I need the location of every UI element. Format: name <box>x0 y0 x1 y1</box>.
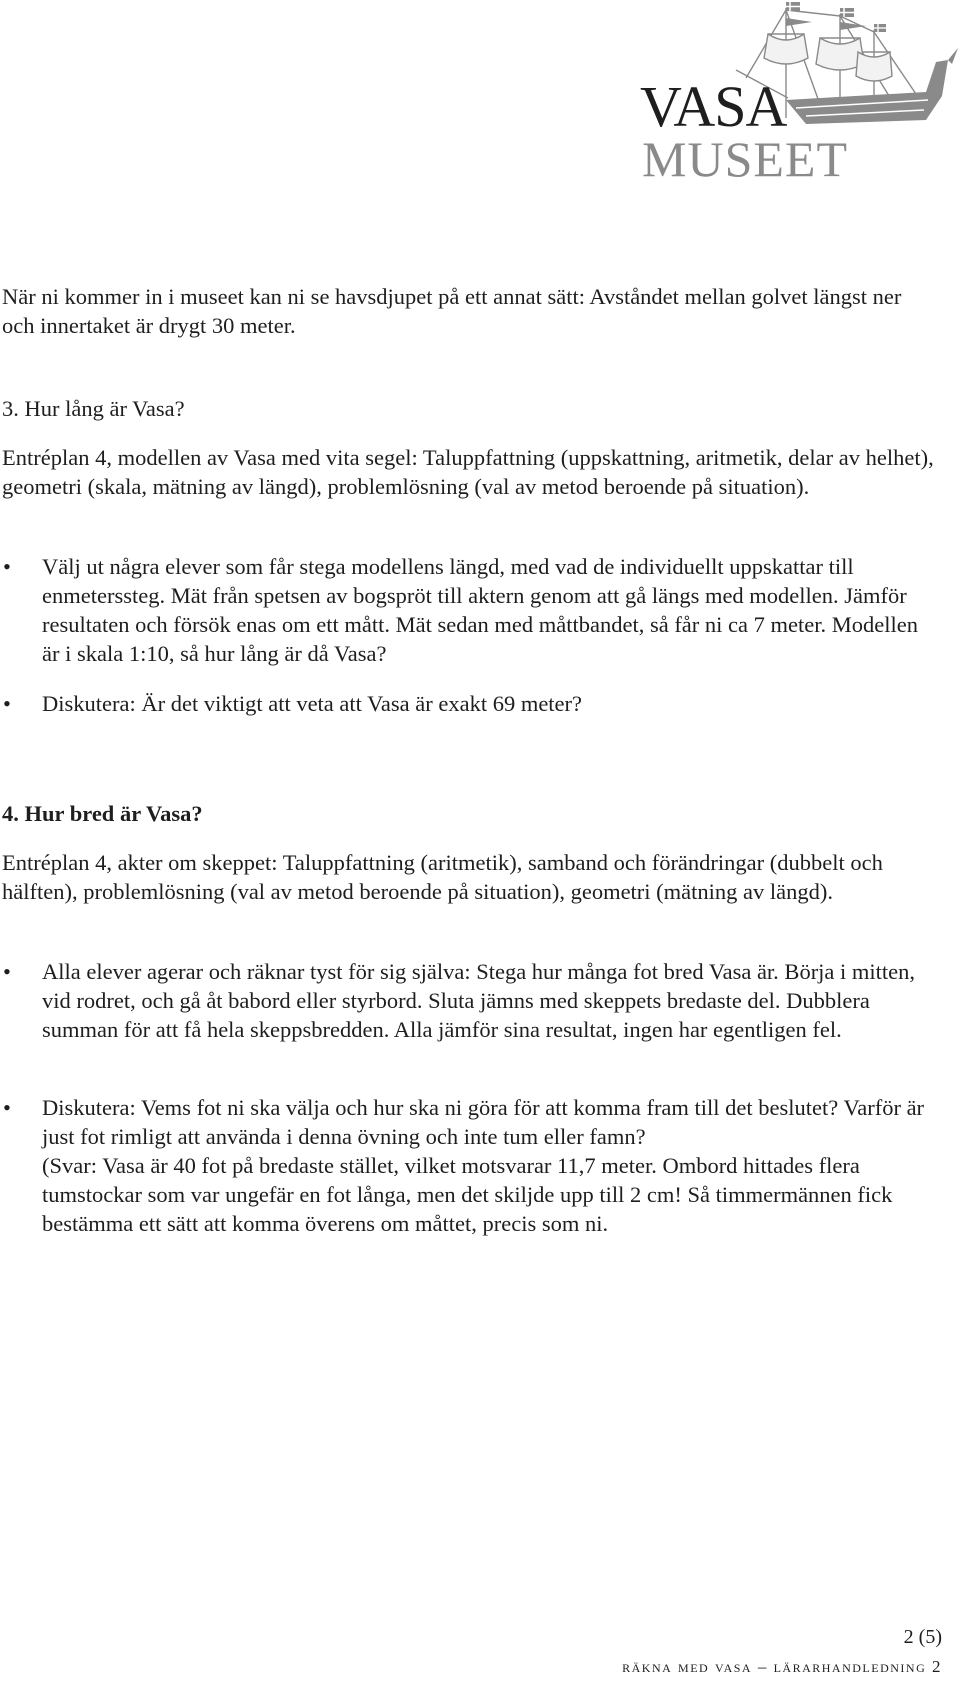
section-4-description: Entréplan 4, akter om skeppet: Taluppfattning (aritmetik), samband och förändringar (dubbelt och hälften), problemlösning (val av metod beroende på situation), geometri (mätning av längd). <box>2 850 883 904</box>
bullet-icon: • <box>3 1095 11 1120</box>
section-3-description: Entréplan 4, modellen av Vasa med vita segel: Taluppfattning (uppskattning, aritmetik, delar av helhet), geometri (skala, mätning av längd), problemlösning (val av metod beroende på situation). <box>2 445 934 499</box>
logo-word-vasa: VASA <box>640 74 787 139</box>
logo-word-museet: MUSEET <box>642 131 848 187</box>
bullet-icon: • <box>3 691 11 716</box>
section-4-bullet-1-text: Alla elever agerar och räknar tyst för sig själva: Stega hur många fot bred Vasa är. Börja i mitten, vid rodret, och gå åt babord eller styrbord. Sluta jämns med skeppets bredaste del. Dubblera summan för att få hela skeppsbredden. Alla jämför sina resultat, ingen har egentligen fel. <box>42 959 916 1042</box>
section-3-bullet-2-text: Diskutera: Är det viktigt att veta att Vasa är exakt 69 meter? <box>42 691 583 716</box>
section-4-bullet-2-text: Diskutera: Vems fot ni ska välja och hur ska ni göra för att komma fram till det beslutet? Varför är just fot rimligt att använda i denna övning och inte tum eller famn? (Svar: Vasa är 40 fot på bredaste stället, vilket motsvarar 11,7 meter. Ombord hittades flera tumstockar som var ungefär en fot långa, men det skiljde upp till 2 cm! Så timmermännen fick bestämma ett sätt att komma överens om måttet, precis som ni. <box>42 1095 925 1236</box>
section-4-heading: 4. Hur bred är Vasa? <box>2 801 203 826</box>
vasa-museet-logo <box>636 0 960 190</box>
section-3-heading: 3. Hur lång är Vasa? <box>2 396 185 421</box>
intro-paragraph: När ni kommer in i museet kan ni se havsdjupet på ett annat sätt: Avståndet mellan golvet längst ner och innertaket är drygt 30 meter. <box>2 284 902 338</box>
bullet-icon: • <box>3 959 11 984</box>
page-number: 2 (5) <box>903 1626 942 1648</box>
document-footer-title: räkna med vasa – lärarhandledning 2 <box>622 1657 942 1676</box>
bullet-icon: • <box>3 554 11 579</box>
section-3-bullet-1-text: Välj ut några elever som får stega modellens längd, med vad de individuellt uppskattar till enmeterssteg. Mät från spetsen av bogspröt till aktern genom att gå längs med modellen. Jämför resultaten och försök enas om ett mått. Mät sedan med måttbandet, så får ni ca 7 meter. Modellen är i skala 1:10, så hur lång är då Vasa? <box>42 554 918 666</box>
